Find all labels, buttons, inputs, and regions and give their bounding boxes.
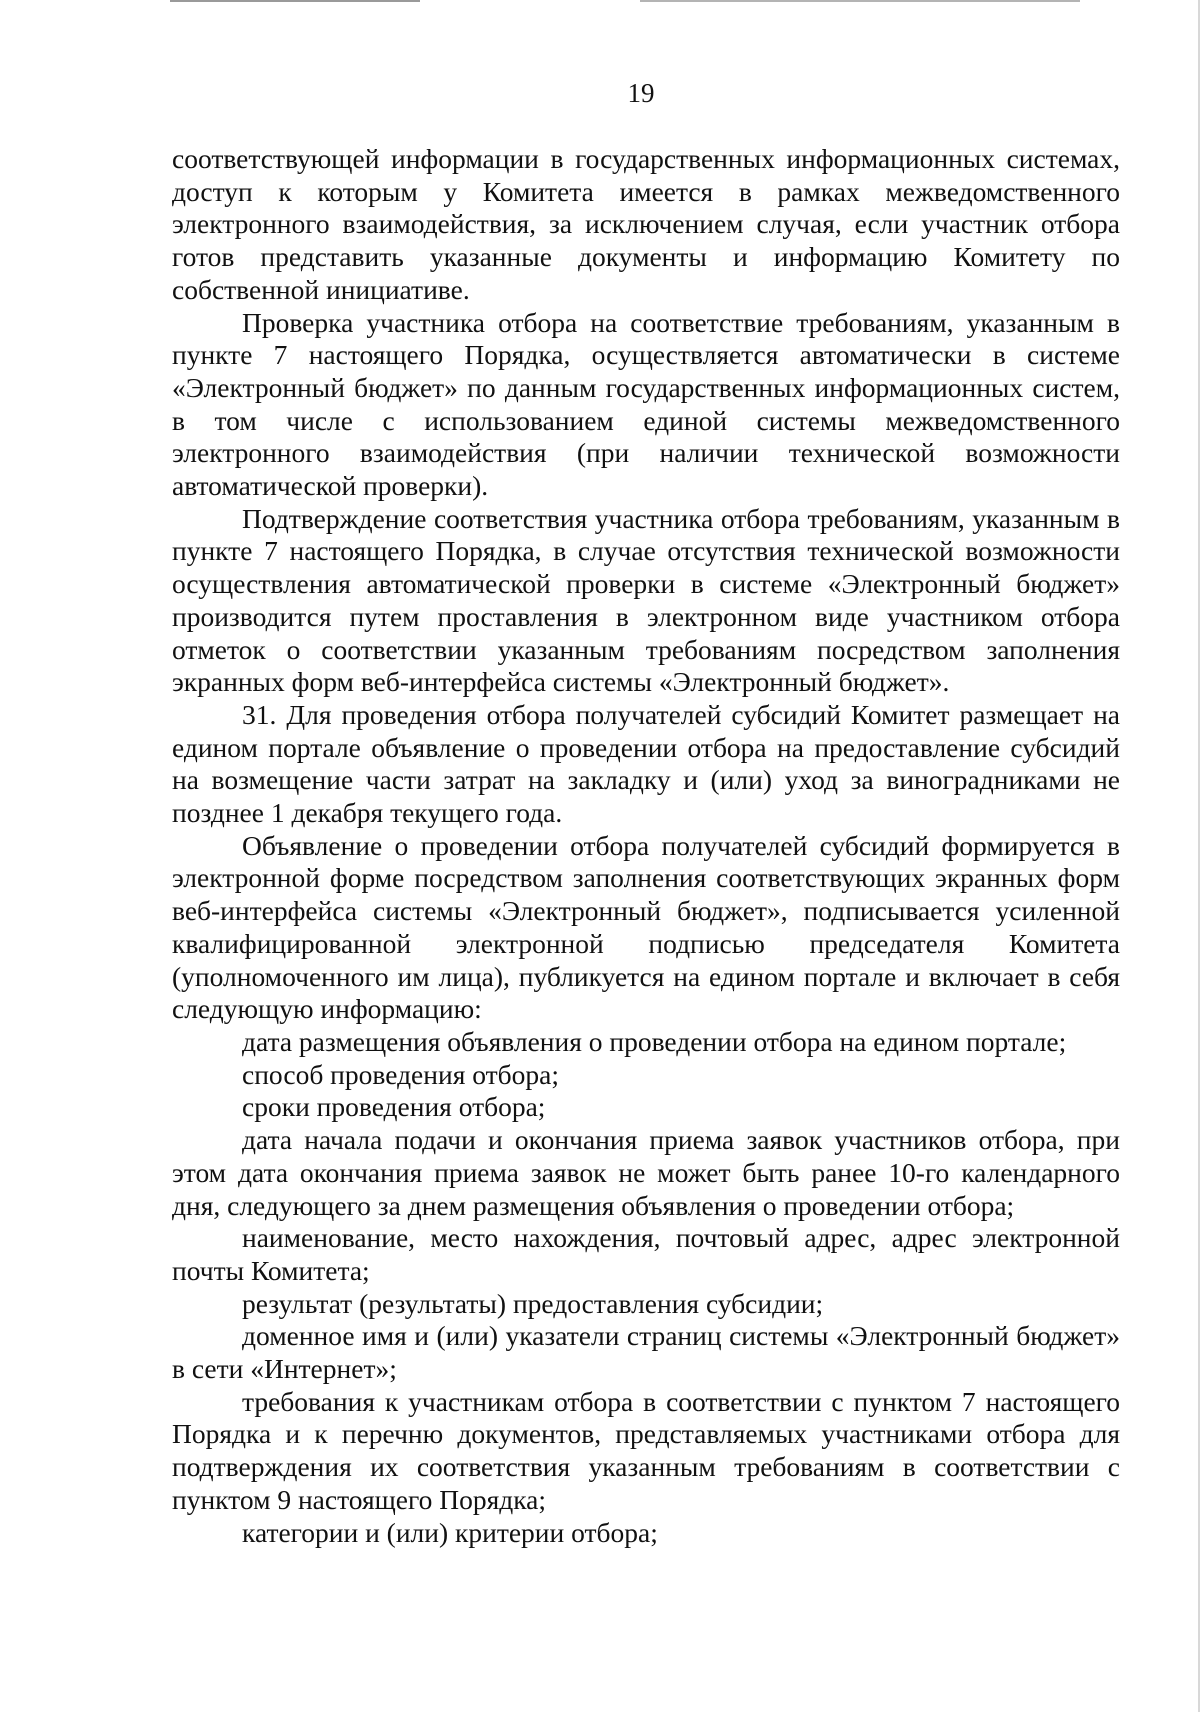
paragraph: результат (результаты) предоставления субсидии;: [242, 1287, 824, 1319]
scan-artifact-top-right: [640, 0, 1080, 2]
page-number: 19: [627, 78, 655, 108]
paragraph: дата начала подачи и окончания приема заявок участников отбора, при этом дата окончания приема заявок не может быть ранее 10-го календарного дня, следующего за днем размещения объявления о проведении отбора;: [172, 1124, 1120, 1221]
paragraph: дата размещения объявления о проведении отбора на едином портале;: [242, 1025, 1067, 1057]
paragraph: категории и (или) критерии отбора;: [242, 1516, 658, 1548]
paragraph: доменное имя и (или) указатели страниц системы «Электронный бюджет» в сети «Интернет»;: [172, 1320, 1120, 1385]
paragraph: сроки проведения отбора;: [242, 1091, 546, 1123]
scan-artifact-top-left: [170, 0, 420, 2]
paragraph: способ проведения отбора;: [242, 1058, 559, 1090]
paragraph: Объявление о проведении отбора получателей субсидий формируется в электронной форме посредством заполнения соответствующих экранных форм веб-интерфейса системы «Электронный бюджет», подписывается усиленной квалифицированной электронной подписью председателя Комитета (уполномоченного им лица), публикуется на едином портале и включает в себя следующую информацию:: [172, 829, 1120, 1025]
paragraph: 31. Для проведения отбора получателей субсидий Комитет размещает на едином портале объявление о проведении отбора на предоставление субсидий на возмещение части затрат на закладку и (или) уход за виноградниками не позднее 1 декабря текущего года.: [172, 698, 1120, 829]
document-body: [172, 143, 1120, 1549]
paragraph: требования к участникам отбора в соответствии с пунктом 7 настоящего Порядка и к перечню документов, представляемых участниками отбора для подтверждения их соответствия указанным требованиям в соответствии с пунктом 9 настоящего Порядка;: [172, 1385, 1120, 1515]
paragraph: соответствующей информации в государственных информационных системах, доступ к которым у Комитета имеется в рамках межведомственного электронного взаимодействия, за исключением случая, если участник отбора готов представить указанные документы и информацию Комитету по собственной инициативе.: [172, 143, 1120, 305]
paragraph: Подтверждение соответствия участника отбора требованиям, указанным в пункте 7 настоящего Порядка, в случае отсутствия технической возможности осуществления автоматической проверки в системе «Электронный бюджет» производится путем проставления в электронном виде участником отбора отметок о соответствии указанным требованиям посредством заполнения экранных форм веб-интерфейса системы «Электронный бюджет».: [172, 502, 1120, 698]
paragraph: наименование, место нахождения, почтовый адрес, адрес электронной почты Комитета;: [172, 1222, 1120, 1286]
paragraph: Проверка участника отбора на соответствие требованиям, указанным в пункте 7 настоящего Порядка, осуществляется автоматически в системе «Электронный бюджет» по данным государственных информационных систем, в том числе с использованием единой системы межведомственного электронного взаимодействия (при наличии технической возможности автоматической проверки).: [172, 306, 1120, 502]
